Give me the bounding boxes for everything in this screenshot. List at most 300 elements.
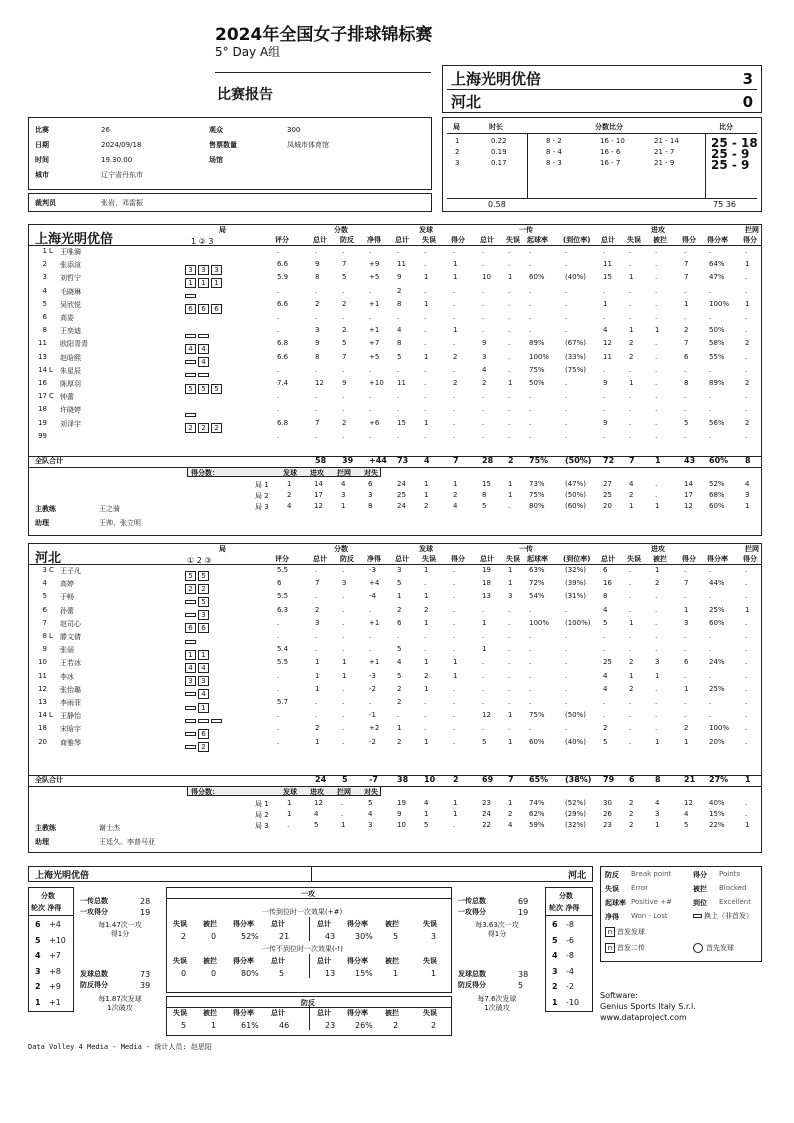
stat-cell: . <box>508 286 511 295</box>
bench-marker <box>185 360 196 364</box>
stat-note: 每1.87次发球 <box>98 995 142 1003</box>
stat-cell: . <box>508 365 511 374</box>
stat-cell: . <box>508 684 511 693</box>
col-subheader: 评分 <box>275 236 289 244</box>
stat-cell: 7 <box>315 418 320 427</box>
stat-cell: . <box>565 671 568 680</box>
stat-cell: +10 <box>369 379 384 387</box>
stat-cell: . <box>342 724 345 733</box>
stat-cell: . <box>565 313 568 321</box>
stat-cell: . <box>684 671 687 680</box>
stat-cell: . <box>684 431 687 440</box>
stat-cell: . <box>397 405 400 414</box>
sideout-col: 被拦 <box>385 920 399 928</box>
player-name: 赵司心 <box>60 619 81 628</box>
team-a-sets: 3 <box>742 70 753 88</box>
stat-cell: +6 <box>369 418 380 427</box>
player-name: 孙蕾 <box>60 606 74 615</box>
stat-cell: 50% <box>709 326 725 335</box>
stat-cell: . <box>745 579 748 588</box>
stat-cell: 2 <box>684 326 689 335</box>
bench-marker <box>185 294 196 298</box>
col-subheader: 总计 <box>601 555 615 563</box>
set-partial: 16 - 10 <box>600 137 625 145</box>
stat-cell: 12 <box>482 711 491 720</box>
sideout-col: 失误 <box>173 957 187 965</box>
stat-cell: 11 <box>397 379 406 387</box>
set-row-cell: 22 <box>482 821 491 829</box>
rotation-box: 6 <box>198 729 209 739</box>
player-rotations <box>185 737 211 756</box>
sideout-col: 得分率 <box>347 1009 368 1017</box>
stat-cell: . <box>629 260 632 269</box>
stat-cell: 1 <box>424 566 429 574</box>
stat-cell: . <box>565 724 568 733</box>
set-row-cell: 75% <box>529 491 545 499</box>
stat-cell: . <box>424 392 427 401</box>
stat-cell: . <box>424 313 427 321</box>
stat-cell: 11 <box>603 352 612 361</box>
stat-cell: . <box>745 431 748 440</box>
stat-cell: 9 <box>315 339 320 348</box>
legend-starter <box>693 943 734 953</box>
legend-desc: Break point <box>631 870 672 878</box>
sideout-col: 失误 <box>173 920 187 928</box>
stat-cell: 8 <box>315 273 320 282</box>
stat-cell: 1 <box>453 658 458 667</box>
col-subheader: 得分 <box>743 555 757 563</box>
stat-cell: (40%) <box>565 273 587 282</box>
rotation-box: 2 <box>211 423 222 433</box>
stat-cell: 6 <box>684 352 689 361</box>
rotation-value: +4 <box>49 920 61 929</box>
stat-cell: . <box>277 671 280 680</box>
rotation-number: 3 <box>35 966 41 976</box>
stat-cell: 1 <box>655 671 660 680</box>
col-subheader: 失误 <box>422 555 436 563</box>
player-number: 3 <box>42 273 47 282</box>
bench-marker <box>211 719 222 723</box>
stat-cell: . <box>684 286 687 295</box>
sideout-value: 5 <box>393 932 399 941</box>
stat-cell: . <box>709 711 712 720</box>
player-number: 13 <box>38 352 47 361</box>
stat-cell: 7 <box>684 579 689 588</box>
stat-cell: . <box>277 247 280 255</box>
breakdown-cell: 1 <box>341 502 346 510</box>
set-row-cell: 80% <box>529 502 545 510</box>
bench-marker <box>185 600 196 604</box>
stat-cell: . <box>655 711 658 720</box>
stat-cell: . <box>508 299 511 308</box>
stat-cell: 25% <box>709 684 725 693</box>
player-name: 滕文倩 <box>60 633 81 641</box>
stat-cell: . <box>603 698 606 706</box>
set-partial: 16 - 7 <box>600 159 621 167</box>
breakdown-head: 进攻 <box>310 788 324 796</box>
rotation-head: 轮次 净得 <box>549 904 580 912</box>
sideout-value: 61% <box>241 1021 259 1030</box>
stat-cell: . <box>277 724 280 733</box>
set-row-cell: 12 <box>684 799 693 807</box>
stat-cell: +9 <box>369 260 380 269</box>
stat-cell: . <box>709 405 712 414</box>
set-partial: 21 - 7 <box>654 148 675 156</box>
info-label: 日期 <box>35 141 49 149</box>
stat-cell: 2 <box>745 339 750 348</box>
info-label: 观众 <box>209 126 223 134</box>
total-cell: 24 <box>315 775 327 784</box>
stat-cell: 3 <box>315 618 320 627</box>
set-row-cell: 14 <box>684 480 693 488</box>
col-subheader: 总计 <box>395 236 409 244</box>
stat-cell: 19 <box>482 566 491 574</box>
stat-cell: 7 <box>684 273 689 282</box>
assistant-name: 王帅、张立明 <box>99 519 141 527</box>
set-row-cell: 15 <box>482 480 491 488</box>
stat-cell: . <box>529 684 532 693</box>
stat-cell: 6.3 <box>277 605 289 614</box>
sideout-col: 被拦 <box>203 920 217 928</box>
stat-cell: . <box>745 286 748 295</box>
stat-cell: . <box>629 737 632 746</box>
breakdown-head: 发球 <box>283 469 297 477</box>
stat-cell: . <box>482 313 485 321</box>
bench-marker <box>198 373 209 377</box>
col-subheader: 总计 <box>313 236 327 244</box>
player-name: 于畅 <box>60 593 74 602</box>
stat-cell: . <box>529 605 532 614</box>
total-cell: 10 <box>424 775 436 784</box>
stat-cell: . <box>424 247 427 255</box>
stat-cell: 5 <box>397 645 402 654</box>
breakdown-cell: 14 <box>314 480 323 488</box>
stat-cell: . <box>655 286 658 295</box>
sideout-col: 被拦 <box>385 957 399 965</box>
breakdown-head: 拦网 <box>337 788 351 796</box>
stat-cell: . <box>529 418 532 427</box>
stat-cell: . <box>629 392 632 401</box>
stat-cell: . <box>369 431 372 440</box>
stat-cell: . <box>629 247 632 255</box>
player-role: C <box>49 392 54 401</box>
set-row-cell: 1 <box>424 480 429 488</box>
set-row-cell: 15% <box>709 810 725 818</box>
sideout-col: 得分率 <box>233 1009 254 1017</box>
stat-cell: 11 <box>397 260 406 269</box>
stat-cell: . <box>508 431 511 440</box>
set-row-cell: 9 <box>397 810 402 818</box>
stat-cell: . <box>655 724 658 733</box>
stat-cell: 13 <box>482 592 491 601</box>
stat-cell: . <box>629 579 632 588</box>
stat-cell: +7 <box>369 339 380 348</box>
stat-cell: . <box>745 405 748 414</box>
stat-cell: 2 <box>424 605 429 614</box>
page-subtitle: 5° Day A组 <box>215 45 281 59</box>
info-value: 300 <box>287 126 301 134</box>
stat-cell: . <box>655 352 658 361</box>
stat-cell: 5.5 <box>277 658 289 667</box>
stat-cell: . <box>629 431 632 440</box>
stat-cell: 2 <box>482 379 487 387</box>
stat-cell: . <box>684 365 687 374</box>
breakdown-cell: 8 <box>368 502 373 510</box>
stat-cell: +1 <box>369 658 380 667</box>
set-row-label: 局 1 <box>255 481 269 489</box>
col-points: 分数 <box>334 545 348 553</box>
stat-cell: . <box>342 313 345 321</box>
rotation-box: 5 <box>211 384 222 394</box>
rotation-b <box>545 887 593 1012</box>
breakdown-cell: 17 <box>314 491 323 499</box>
set-row-cell: 12 <box>684 502 693 510</box>
player-number: 20 <box>38 737 47 746</box>
player-name: 王唯漪 <box>60 248 81 256</box>
stat-cell: . <box>629 313 632 321</box>
stat-cell: . <box>709 392 712 401</box>
breakdown-cell: 1 <box>287 799 292 807</box>
total-cell: 69 <box>482 775 494 784</box>
legend-text: 首发发球 <box>617 928 645 936</box>
stat-cell: . <box>629 299 632 308</box>
stat-cell: 5 <box>342 273 347 282</box>
stat-cell: . <box>508 326 511 335</box>
stat-cell: 2 <box>424 671 429 680</box>
stat-cell: . <box>565 247 568 255</box>
stat-cell: . <box>342 618 345 627</box>
stat-cell: 1 <box>315 684 320 693</box>
set-row-cell: 1 <box>508 480 513 488</box>
stat-cell: 24% <box>709 658 725 667</box>
stat-cell: . <box>684 698 687 706</box>
stat-cell: . <box>453 365 456 374</box>
col-subheader: 被拦 <box>653 555 667 563</box>
col-subheader: 总计 <box>480 236 494 244</box>
sideout-col: 总计 <box>271 957 285 965</box>
set-row-cell: (52%) <box>565 799 587 807</box>
sideout-sub: 一传不到位时一次效果(-!) <box>262 945 343 953</box>
stat-cell: . <box>397 365 400 374</box>
stat-cell: . <box>684 632 687 640</box>
stat-cell: . <box>369 247 372 255</box>
stat-cell: 1 <box>629 618 634 627</box>
total-cell: 43 <box>684 456 696 465</box>
set-row-cell: 5 <box>482 502 487 510</box>
set-row-label: 局 3 <box>255 503 269 511</box>
team-a-name: 上海光明优倍 <box>451 70 542 88</box>
breakdown-cell: 4 <box>287 502 292 510</box>
stat-cell: . <box>603 632 606 640</box>
stat-cell: . <box>315 592 318 601</box>
stat-cell: . <box>603 313 606 321</box>
stat-cell: . <box>745 618 748 627</box>
breakdown-label: 得分数： <box>191 469 219 477</box>
sideout-col: 失误 <box>423 920 437 928</box>
stat-cell: . <box>342 632 345 640</box>
set-row-cell: . <box>453 821 456 829</box>
compare-team-a: 上海光明优倍 <box>35 871 90 881</box>
rotation-number: 4 <box>552 951 558 960</box>
player-number: 6 <box>42 313 47 321</box>
stat-cell: . <box>397 431 400 440</box>
set-row-cell: 4 <box>508 821 513 829</box>
stat-cell: (33%) <box>565 352 587 361</box>
stat-cell: -3 <box>369 671 376 680</box>
stat-cell: . <box>397 313 400 321</box>
stat-cell: 5.4 <box>277 645 289 654</box>
stat-cell: . <box>424 379 427 387</box>
stat-cell: . <box>629 698 632 706</box>
sideout-value: 1 <box>393 969 399 978</box>
stat-cell: 6.6 <box>277 352 289 361</box>
total-cell: 58 <box>315 456 327 465</box>
player-number: 17 <box>38 392 47 401</box>
set-number: 1 <box>455 137 460 145</box>
stat-cell: . <box>603 365 606 374</box>
stat-cell: 2 <box>315 299 320 308</box>
legend-term: 到位 <box>693 899 707 907</box>
stat-cell: . <box>369 313 372 321</box>
col-subheader: 得分率 <box>707 555 728 563</box>
set-row-cell: . <box>655 480 658 488</box>
stat-cell: . <box>424 645 427 654</box>
stat-cell: . <box>709 671 712 680</box>
stat-cell: 1 <box>482 645 487 654</box>
stat-cell: 5 <box>397 579 402 588</box>
stat-cell: 1 <box>397 592 402 601</box>
stat-cell: . <box>508 392 511 401</box>
stat-cell: . <box>369 392 372 401</box>
col-receive: 一传 <box>519 226 533 234</box>
set-row-cell: (60%) <box>565 502 587 510</box>
stat-cell: . <box>453 299 456 308</box>
col-subheader: 失误 <box>506 236 520 244</box>
stat-cell: 54% <box>529 592 545 601</box>
rotation-value: +1 <box>49 997 61 1007</box>
stat-cell: . <box>482 605 485 614</box>
stat-cell: . <box>655 405 658 414</box>
stat-cell: . <box>529 299 532 308</box>
stat-cell: 5.9 <box>277 273 289 282</box>
col-subheader: 净得 <box>367 555 381 563</box>
player-role: L <box>49 365 53 374</box>
stat-cell: 5.5 <box>277 592 289 601</box>
sideout-col: 得分率 <box>233 957 254 965</box>
stat-cell: 2 <box>397 605 402 614</box>
set-duration: 0.19 <box>491 148 507 156</box>
player-name: 宋晗宇 <box>60 725 81 734</box>
total-label: 全队合计 <box>35 457 63 465</box>
stat-cell: 6 <box>603 566 608 574</box>
stat-cell: . <box>529 724 532 733</box>
col-subheader: 失误 <box>627 555 641 563</box>
player-name: 朱星辰 <box>60 366 81 375</box>
stat-label: 防反得分 <box>458 981 486 989</box>
stat-cell: . <box>315 632 318 640</box>
team-b-section <box>28 543 762 853</box>
breakdown-cell: 4 <box>341 480 346 488</box>
breakdown-cell: 2 <box>287 491 292 499</box>
stat-cell: 3 <box>342 579 347 588</box>
stat-cell: 1 <box>655 737 660 746</box>
stat-cell: . <box>603 392 606 401</box>
stat-cell: . <box>482 299 485 308</box>
total-cell: 73 <box>397 456 409 465</box>
rotation-box: 3 <box>211 265 222 275</box>
stat-cell: +5 <box>369 352 380 361</box>
breakdown-head: 对失 <box>364 788 378 796</box>
score-box <box>442 65 762 113</box>
stat-cell: . <box>745 326 748 335</box>
set-row-cell: 5 <box>684 821 689 829</box>
stat-cell: 1 <box>315 671 320 680</box>
match-info <box>28 117 432 190</box>
set-row-cell: 1 <box>655 502 660 510</box>
stat-cell: . <box>565 605 568 614</box>
sideout-value: 1 <box>431 969 437 978</box>
breakdown-head: 进攻 <box>310 469 324 477</box>
stat-cell: . <box>655 273 658 282</box>
team-a-title: 上海光明优倍 <box>35 232 114 247</box>
stat-cell: . <box>655 365 658 374</box>
rotation-a <box>28 887 74 1012</box>
sideout-value: 21 <box>279 932 290 941</box>
stat-cell: 1 <box>424 352 429 361</box>
legend-sub-text: 换上（非首发） <box>704 912 753 920</box>
player-name: 高婷 <box>60 580 74 589</box>
stat-label: 一攻得分 <box>80 908 108 916</box>
stat-cell: 12 <box>315 379 324 387</box>
stat-cell: . <box>709 431 712 440</box>
rotation-number: 2 <box>35 982 41 991</box>
stat-cell: . <box>684 711 687 720</box>
stat-cell: 1 <box>424 737 429 746</box>
info-value: 19.30.00 <box>101 156 133 164</box>
stat-cell: . <box>482 418 485 427</box>
player-number: 5 <box>42 592 47 601</box>
stat-cell: 3 <box>315 326 320 335</box>
stat-cell: . <box>508 339 511 348</box>
sideout-col: 总计 <box>317 920 331 928</box>
coach-label: 主教练 <box>35 824 56 832</box>
stat-value: 69 <box>518 897 529 906</box>
stat-cell: 8 <box>603 592 608 601</box>
defense-box <box>166 996 452 1036</box>
stat-cell: . <box>508 645 511 654</box>
stat-cell: . <box>655 392 658 401</box>
stat-cell: . <box>424 365 427 374</box>
stat-cell: 10 <box>482 273 491 282</box>
col-sets: 局 <box>219 545 226 553</box>
stat-cell: 5 <box>603 737 608 746</box>
stat-cell: . <box>529 645 532 654</box>
stat-cell: 2 <box>397 698 402 706</box>
player-number: 3 <box>42 566 47 574</box>
stat-cell: . <box>482 658 485 667</box>
sideout-value: 13 <box>325 969 336 978</box>
team-b-name: 河北 <box>451 93 482 111</box>
sideout-value: 52% <box>241 932 259 941</box>
set-row-cell: (29%) <box>565 810 587 818</box>
stat-cell: . <box>315 711 318 720</box>
software-company: Genius Sports Italy S.r.l. <box>600 1002 696 1011</box>
stat-cell: 4 <box>603 326 608 335</box>
stat-cell: . <box>565 632 568 640</box>
set-row-cell: 4 <box>655 799 660 807</box>
bench-marker <box>185 692 196 696</box>
stat-cell: . <box>529 392 532 401</box>
